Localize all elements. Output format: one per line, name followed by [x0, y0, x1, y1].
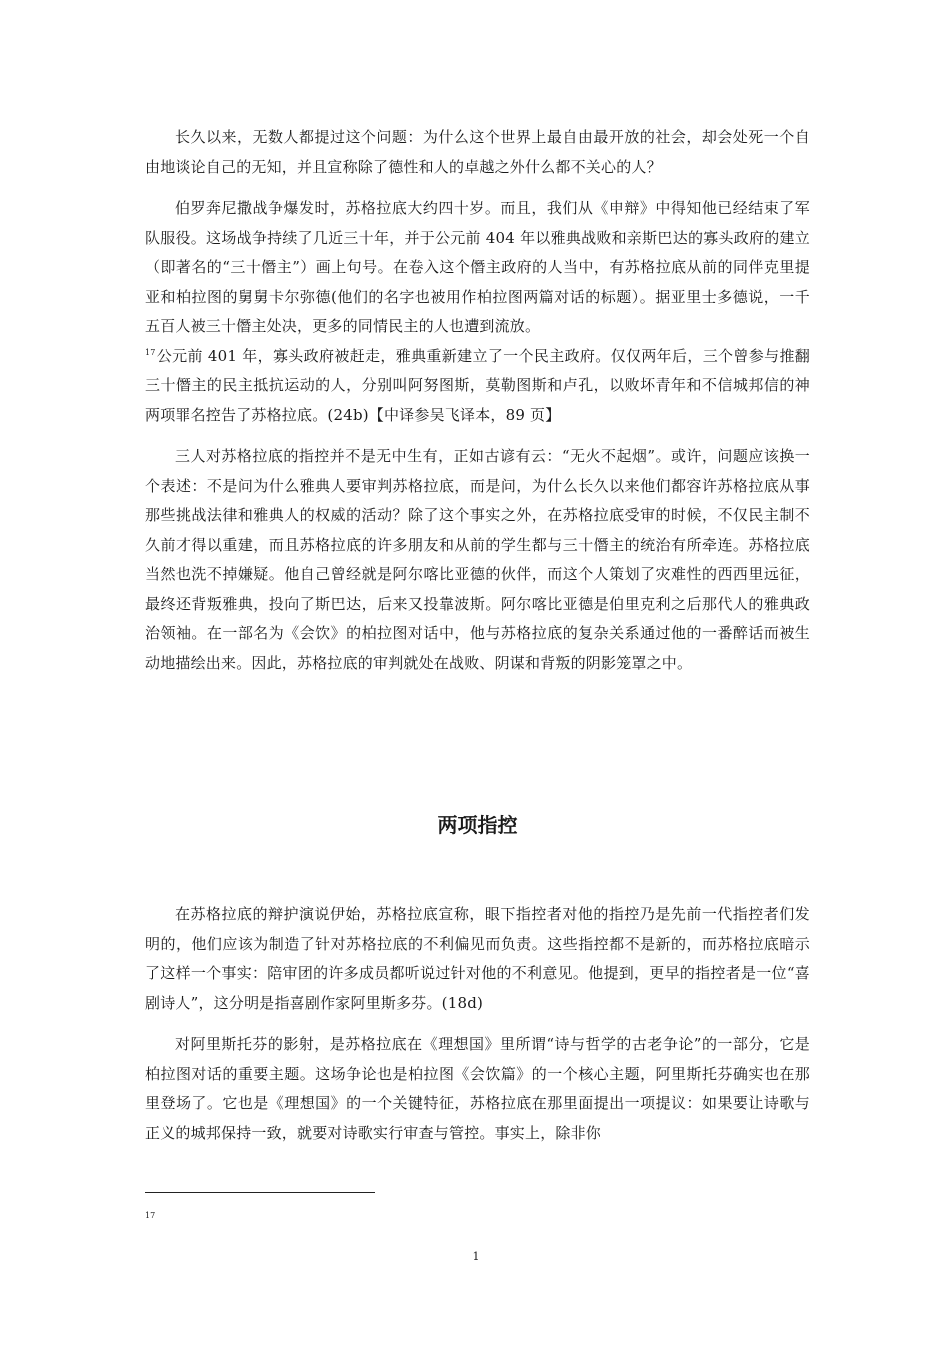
paragraph-1: 长久以来，无数人都提过这个问题：为什么这个世界上最自由最开放的社会，却会处死一个自由地谈论自己的无知，并且宣称除了德性和人的卓越之外什么都不关心的人？ [145, 128, 810, 176]
paragraph-3: 三人对苏格拉底的指控并不是无中生有，正如古谚有云：“无火不起烟”。或许，问题应该换一个表述：不是问为什么雅典人要审判苏格拉底，而是问，为什么长久以来他们都容许苏格拉底从事那些挑战法律和雅典人的权威的活动？除了这个事实之外，在苏格拉底受审的时候，不仅民主制不久前才得以重建，而且苏格拉底的许多朋友和从前的学生都与三十僭主的统治有所牵连。苏格拉底当然也洗不掉嫌疑。他自己曾经就是阿尔喀比亚德的伙伴，而这个人策划了灾难性的西西里远征，最终还背叛雅典，投向了斯巴达，后来又投靠波斯。阿尔喀比亚德是伯里克利之后那代人的雅典政治领袖。在一部名为《会饮》的柏拉图对话中，他与苏格拉底的复杂关系通过他的一番醉话而被生动地描绘出来。因此，苏格拉底的审判就处在战败、阴谋和背叛的阴影笼罩之中。 [145, 447, 810, 672]
page-number: 1 [472, 1250, 480, 1263]
paragraph-2-continued [145, 342, 810, 431]
paragraph-4: 在苏格拉底的辩护演说伊始，苏格拉底宣称，眼下指控者对他的指控乃是先前一代指控者们发明的，他们应该为制造了针对苏格拉底的不利偏见而负责。这些指控都不是新的，而苏格拉底暗示了这样一个事实：陪审团的许多成员都听说过针对他的不利意见。他提到，更早的指控者是一位“喜剧诗人”，这分明是指喜剧作家阿里斯多芬。(18d) [145, 905, 810, 1012]
footnote-number: 17 [145, 1211, 156, 1220]
footnote-divider [145, 1192, 375, 1193]
paragraph-2-continued-text: 公元前 401 年，寡头政府被赶走，雅典重新建立了一个民主政府。仅仅两年后，三个曾参与推翻三十僭主的民主抵抗运动的人，分别叫阿努图斯，莫勒图斯和卢孔，以败坏青年和不信城邦信的神两项罪名控告了苏格拉底。(24b)【中译参吴飞译本，89 页】 [145, 346, 810, 424]
paragraph-5: 对阿里斯托芬的影射，是苏格拉底在《理想国》里所谓“诗与哲学的古老争论”的一部分，它是柏拉图对话的重要主题。这场争论也是柏拉图《会饮篇》的一个核心主题，阿里斯托芬确实也在那里登场了。它也是《理想国》的一个关键特征，苏格拉底在那里面提出一项提议：如果要让诗歌与正义的城邦保持一致，就要对诗歌实行审查与管控。事实上，除非你 [145, 1035, 810, 1142]
section-heading: 两项指控 [437, 813, 518, 837]
body-text-bottom [145, 900, 810, 1148]
footnote-reference[interactable]: 17 [145, 347, 156, 357]
paragraph-2: 伯罗奔尼撒战争爆发时，苏格拉底大约四十岁。而且，我们从《申辩》中得知他已经结束了军队服役。这场战争持续了几近三十年，并于公元前 404 年以雅典战败和亲斯巴达的寡头政府的建立（即著名的“三十僭主”）画上句号。在卷入这个僭主政府的人当中，有苏格拉底从前的同伴克里提亚和柏拉图的舅舅卡尔弥德(他们的名字也被用作柏拉图两篇对话的标题）。据亚里士多德说，一千五百人被三十僭主处决，更多的同情民主的人也遭到流放。 [145, 199, 810, 335]
body-text-top [145, 123, 810, 678]
